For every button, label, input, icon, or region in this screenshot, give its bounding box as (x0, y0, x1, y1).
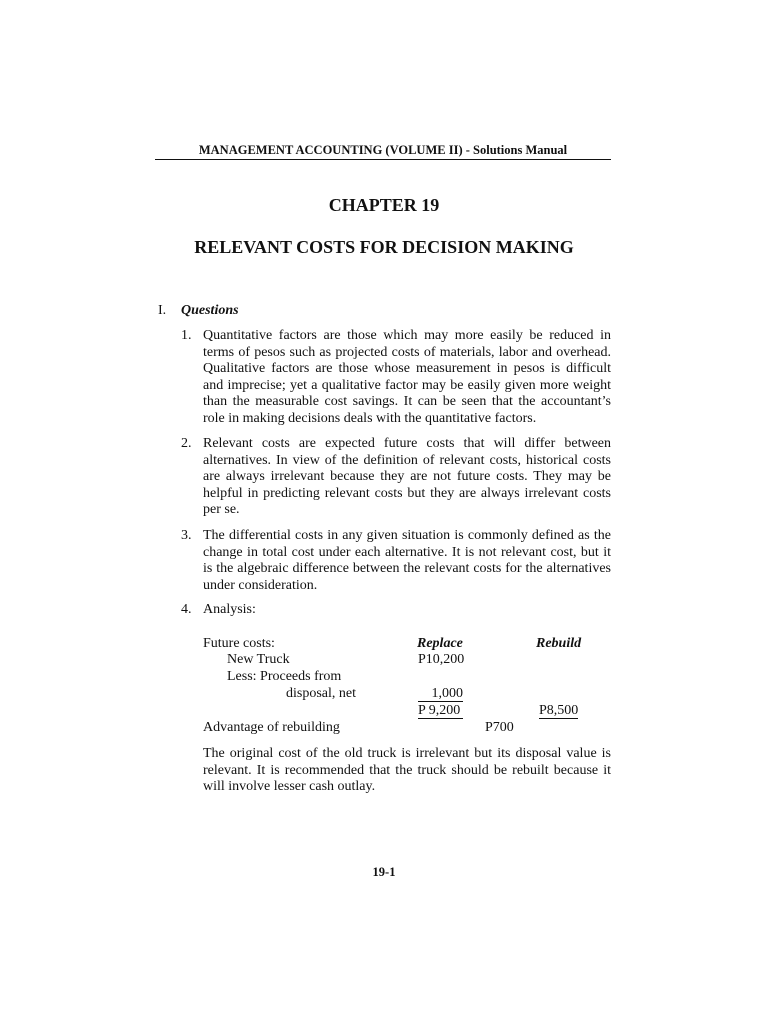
less-proceeds-label: Less: Proceeds from (227, 669, 342, 684)
list-item-text: Analysis: (203, 602, 256, 617)
section-label: Questions (181, 303, 239, 318)
list-item-text: Quantitative factors are those which may more easily be reduced in terms of pesos such as projected costs of materials, labor and overhead. Qualitative factors are those whose measurement in pesos is difficult and imprecise; yet a qualitative factor may be easily given more weight than the measurable cost savings. It can be seen that the accountant’s role in making decisions deals with the quantitative factors. (203, 328, 611, 426)
section-numeral: I. (158, 303, 167, 318)
chapter-title: RELEVANT COSTS FOR DECISION MAKING (194, 237, 574, 257)
total-rebuild-value: P8,500 (539, 703, 579, 718)
running-header: MANAGEMENT ACCOUNTING (VOLUME II) - Solutions Manual (155, 143, 611, 160)
list-item (181, 528, 611, 594)
disposal-net-label: disposal, net (286, 686, 356, 701)
advantage-label: Advantage of rebuilding (203, 720, 340, 735)
list-item (181, 328, 611, 428)
list-item (181, 436, 611, 519)
disposal-replace-value: 1,000 (418, 686, 463, 702)
rebuild-column-header: Rebuild (536, 636, 582, 651)
list-item-number: 3. (181, 528, 192, 543)
page-number: 19-1 (372, 865, 396, 879)
list-item-text: Relevant costs are expected future costs that will differ between alternatives. In view of the definition of relevant costs, historical costs are always irrelevant because they are not future costs. They may be helpful in predicting relevant costs but they are always irrelevant costs per se. (203, 436, 611, 518)
list-item-text: The differential costs in any given situation is commonly defined as the change in total cost under each alternative. It is not relevant cost, but it is the algebraic difference between the relevant costs for the alternatives under consideration. (203, 528, 611, 593)
replace-column-header: Replace (417, 636, 463, 651)
conclusion-paragraph: The original cost of the old truck is irrelevant but its disposal value is relevant. It is recommended that the truck should be rebuilt because it will involve lesser cash outlay. (203, 746, 611, 795)
total-replace-value: P 9,200 (418, 703, 463, 719)
list-item-number: 2. (181, 436, 192, 451)
chapter-heading: CHAPTER 19 (328, 195, 440, 215)
future-costs-label: Future costs: (203, 636, 275, 651)
list-item (181, 602, 611, 619)
list-item-number: 1. (181, 328, 192, 343)
new-truck-label: New Truck (227, 652, 290, 667)
new-truck-replace-value: P10,200 (418, 652, 465, 667)
list-item-number: 4. (181, 602, 192, 617)
advantage-value: P700 (485, 720, 514, 735)
